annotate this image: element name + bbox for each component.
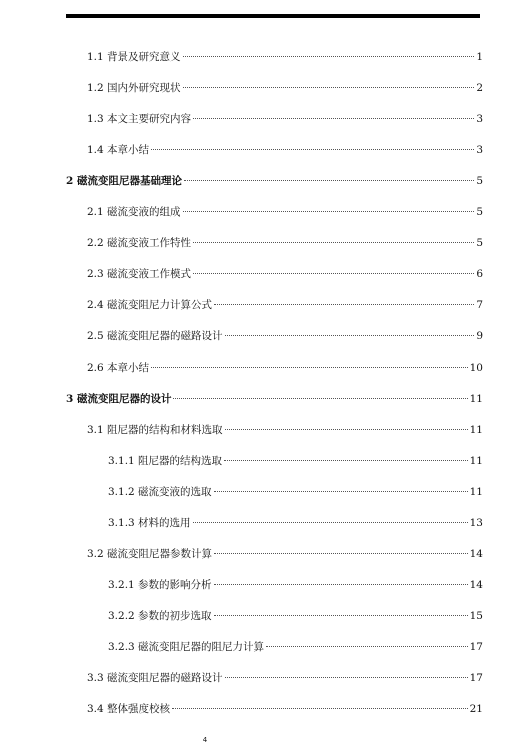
toc-dot-leader [183,211,475,212]
toc-entry[interactable] [87,296,483,314]
toc-entry-title: 1.1 背景及研究意义 [87,51,181,63]
toc-entry-page: 11 [469,454,483,467]
toc-entry-title: 3.1 阻尼器的结构和材料选取 [87,423,223,436]
toc-entry[interactable] [87,421,483,439]
toc-entry[interactable] [87,359,483,377]
toc-entry[interactable] [108,514,483,532]
toc-entry-title: 3.1.1 阻尼器的结构选取 [108,454,223,467]
toc-dot-leader [173,398,467,399]
toc-entry-page: 17 [469,672,483,684]
toc-entry[interactable] [87,110,483,128]
toc-entry-title: 2 磁流变阻尼器基础理论 [66,175,182,188]
toc-entry-title: 2.4 磁流变阻尼力计算公式 [87,299,213,312]
toc-dot-leader [225,429,468,430]
toc-dot-leader [214,615,468,616]
toc-entry[interactable] [87,79,483,97]
toc-entry-page: 10 [469,361,483,374]
toc-entry-title: 3.2.1 参数的影响分析 [108,578,212,591]
toc-entry-page: 5 [476,206,483,219]
toc-entry[interactable] [87,203,483,221]
toc-entry-page: 7 [476,299,483,312]
toc-entry-title: 3.2 磁流变阻尼器参数计算 [87,547,213,560]
toc-entry[interactable] [66,390,483,408]
toc-dot-leader [183,87,475,88]
toc-entry-title: 2.6 本章小结 [87,361,150,374]
toc-entry-page: 3 [476,113,483,126]
toc-dot-leader [193,522,468,523]
toc-entry-title: 3.2.2 参数的初步选取 [108,609,212,622]
toc-entry-title: 2.1 磁流变液的组成 [87,206,181,219]
toc-entry[interactable] [87,48,483,66]
header-rule [66,14,480,18]
toc-dot-leader [214,304,474,305]
toc-entry-page: 5 [476,175,483,188]
toc-entry[interactable] [87,265,483,283]
toc-dot-leader [193,273,474,274]
toc-entry-page: 2 [476,82,483,95]
toc-entry[interactable] [108,607,483,625]
toc-dot-leader [183,56,475,57]
toc-entry-title: 1.4 本章小结 [87,144,150,157]
toc-entry-page: 13 [469,516,483,529]
toc-entry-title: 2.3 磁流变液工作模式 [87,268,192,281]
toc-entry-page: 21 [469,703,483,716]
toc-entry[interactable] [108,452,483,470]
page-number: 4 [202,736,208,744]
toc-entry-title: 2.2 磁流变液工作特性 [87,237,192,250]
toc-entry-title: 3.3 磁流变阻尼器的磁路设计 [87,672,223,684]
toc-entry-page: 14 [469,578,483,591]
toc-entry-page: 11 [469,485,483,498]
toc-dot-leader [225,335,475,336]
toc-entry-title: 3.1.3 材料的选用 [108,516,191,529]
toc-entry-page: 3 [476,144,483,157]
toc-entry-page: 15 [469,609,483,622]
toc-entry-page: 9 [476,330,483,343]
toc-entry[interactable] [87,234,483,252]
toc-entry-page: 6 [476,268,483,281]
toc-entry[interactable] [87,327,483,345]
toc-dot-leader [193,242,474,243]
toc-entry[interactable] [87,700,483,718]
toc-dot-leader [266,646,468,647]
toc-dot-leader [225,677,468,678]
toc-dot-leader [172,708,468,709]
toc-entry-page: 17 [469,640,483,653]
toc-entry-page: 1 [476,51,483,63]
toc-dot-leader [184,180,474,181]
toc-entry[interactable] [108,483,483,501]
toc-entry-title: 3.1.2 磁流变液的选取 [108,485,212,498]
toc-dot-leader [214,491,468,492]
toc-entry-title: 3.4 整体强度校核 [87,703,171,716]
toc-dot-leader [214,584,468,585]
toc-entry-title: 2.5 磁流变阻尼器的磁路设计 [87,330,223,343]
toc-entry[interactable] [87,545,483,563]
toc-entry-title: 1.3 本文主要研究内容 [87,113,192,126]
toc-entry-page: 14 [469,547,483,560]
toc-entry[interactable] [87,669,483,687]
toc-dot-leader [151,367,468,368]
toc-dot-leader [214,553,468,554]
toc-entry-page: 11 [469,423,483,436]
toc-entry-title: 3 磁流变阻尼器的设计 [66,392,172,405]
toc-entry-title: 3.2.3 磁流变阻尼器的阻尼力计算 [108,640,265,653]
toc-dot-leader [151,149,474,150]
toc-entry-page: 11 [469,392,483,405]
toc-entry[interactable] [108,638,483,656]
toc-entry-page: 5 [476,237,483,250]
toc-entry[interactable] [87,141,483,159]
toc-dot-leader [224,460,468,461]
toc-entry[interactable] [66,172,483,190]
toc-entry-title: 1.2 国内外研究现状 [87,82,181,95]
toc-entry[interactable] [108,576,483,594]
toc-dot-leader [193,118,474,119]
